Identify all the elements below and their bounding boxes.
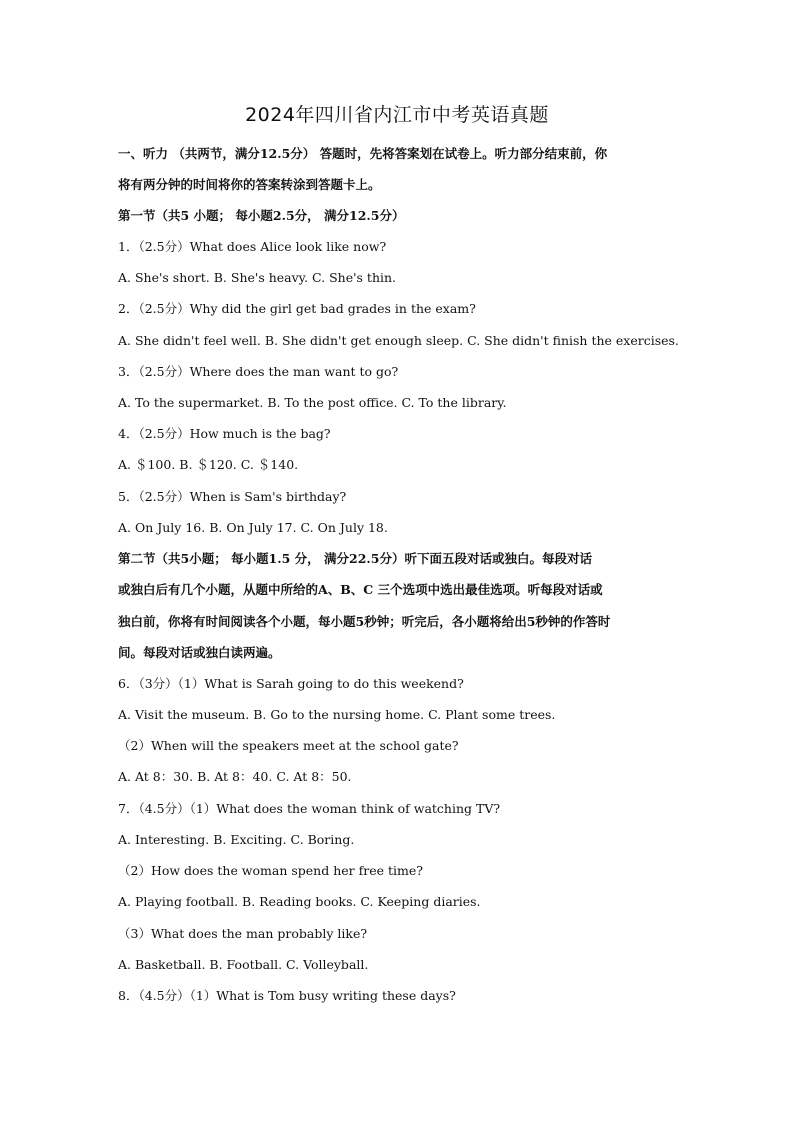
question-4: 4．（2.5分）How much is the bag? (118, 426, 331, 441)
question-7-2-options: A. Playing football. B. Reading books. C. Keeping diaries. (118, 894, 481, 909)
question-7: 7．（4.5分）（1）What does the woman think of watching TV? (118, 801, 501, 816)
question-7-3-options: A. Basketball. B. Football. C. Volleyball. (118, 957, 369, 972)
question-2-options: A. She didn't feel well. B. She didn't get enough sleep. C. She didn't finish the exercises. (118, 333, 679, 348)
section1-heading: 第一节（共5 小题； 每小题2.5分， 满分12.5分） (118, 208, 405, 223)
section2-heading-line2: 或独白后有几个小题，从题中所给的A、B、C 三个选项中选出最佳选项。听每段对话或 (118, 582, 603, 597)
part1-heading-line1: 一、听力 （共两节，满分12.5分） 答题时，先将答案划在试卷上。听力部分结束前，你 (118, 146, 608, 161)
question-1: 1．（2.5分）What does Alice look like now? (118, 239, 387, 254)
question-1-options: A. She's short. B. She's heavy. C. She's thin. (118, 270, 397, 285)
part1-heading-line2: 将有两分钟的时间将你的答案转涂到答题卡上。 (118, 177, 381, 192)
question-5: 5．（2.5分）When is Sam's birthday? (118, 489, 347, 504)
question-6: 6．（3分）（1）What is Sarah going to do this weekend? (118, 676, 464, 691)
question-4-options: A. ＄100. B. ＄120. C. ＄140. (118, 457, 299, 472)
question-7-2: （2）How does the woman spend her free time? (118, 863, 423, 878)
question-7-3: （3）What does the man probably like? (118, 926, 368, 941)
question-6-2: （2）When will the speakers meet at the school gate? (118, 738, 459, 753)
question-6-1-options: A. Visit the museum. B. Go to the nursing home. C. Plant some trees. (118, 707, 556, 722)
section2-heading-line4: 间。每段对话或独白读两遍。 (118, 645, 281, 660)
question-6-2-options: A. At 8：30. B. At 8：40. C. At 8：50. (118, 769, 352, 784)
question-7-1-options: A. Interesting. B. Exciting. C. Boring. (118, 832, 355, 847)
page-title: 2024年四川省内江市中考英语真题 (245, 104, 549, 126)
question-3: 3．（2.5分）Where does the man want to go? (118, 364, 399, 379)
section2-heading-line1: 第二节（共5小题； 每小题1.5 分， 满分22.5分）听下面五段对话或独白。每段对话 (118, 551, 592, 566)
question-8: 8．（4.5分）（1）What is Tom busy writing these days? (118, 988, 456, 1003)
question-2: 2．（2.5分）Why did the girl get bad grades in the exam? (118, 301, 476, 316)
section2-heading-line3: 独白前，你将有时间阅读各个小题，每小题5秒钟；听完后，各小题将给出5秒钟的作答时 (118, 614, 611, 629)
question-5-options: A. On July 16. B. On July 17. C. On July 18. (118, 520, 388, 535)
question-3-options: A. To the supermarket. B. To the post office. C. To the library. (118, 395, 507, 410)
